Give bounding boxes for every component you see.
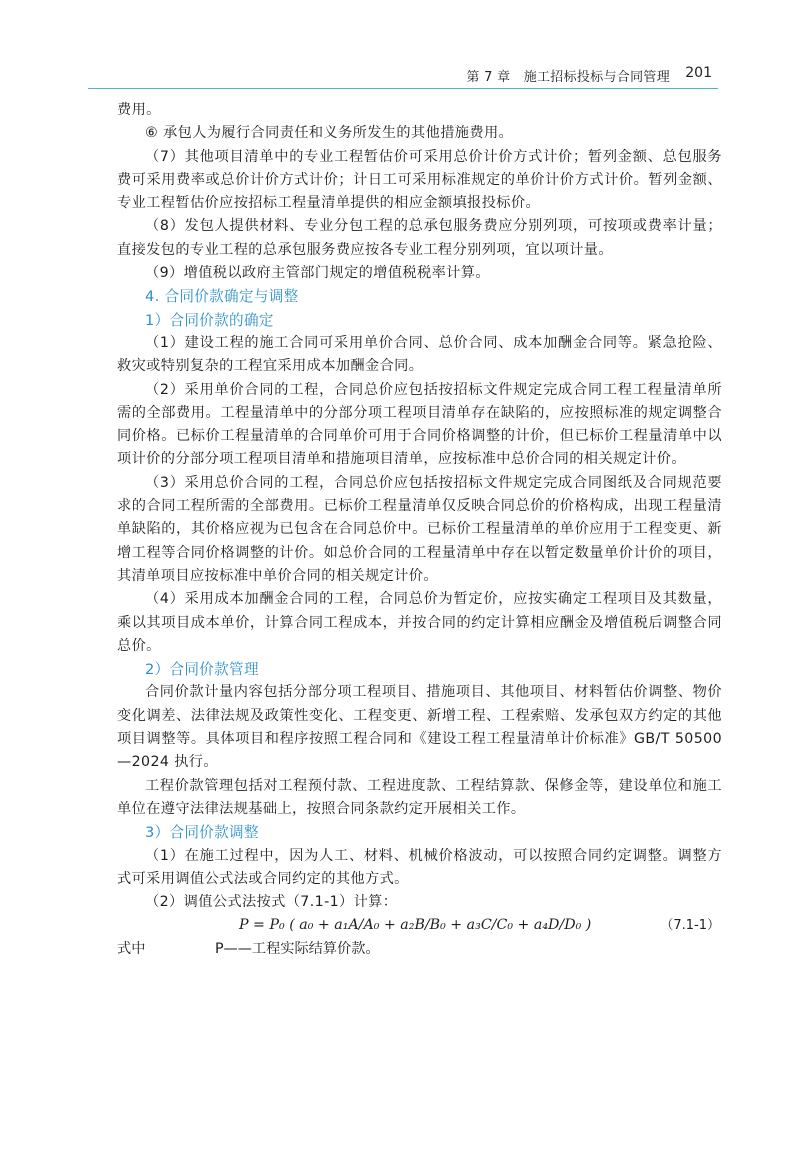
paragraph-contract-type-1: （1）建设工程的施工合同可采用单价合同、总价合同、成本加酬金合同等。紧急抢险、救灾或特别复杂的工程宜采用成本加酬金合同。 <box>117 334 722 375</box>
paragraph-item-7: （7）其他项目清单中的专业工程暂估价可采用总价计价方式计价；暂列金额、总包服务费可采用费率或总价计价方式计价；计日工可采用标准规定的单价计价方式计价。暂列金额、专业工程暂估价应按招标工程量清单提供的相应金额填报投标价。 <box>117 148 722 212</box>
paragraph-contract-type-4: （4）采用成本加酬金合同的工程，合同总价为暂定价，应按实确定工程项目及其数量，乘以其项目成本单价，计算合同工程成本，并按合同的约定计算相应酬金及增值税后调整合同总价。 <box>117 591 722 654</box>
paragraph-continuation: 费用。 <box>117 102 161 118</box>
variable-definition <box>117 938 722 961</box>
subheading-1: 1）合同价款的确定 <box>145 311 274 329</box>
paragraph-item-6: ⑥ 承包人为履行合同责任和义务所发生的其他措施费用。 <box>145 125 514 142</box>
paragraph-price-management-1: 合同价款计量内容包括分部分项工程项目、措施项目、其他项目、材料暂估价调整、物价变化调差、法律法规及政策性变化、工程变更、新增工程、工程索赔、发承包双方约定的其他项目调整等。具体项目和程序按照工程合同和《建设工程工程量清单计价标准》GB/T 50500—2024 执行。 <box>117 684 722 771</box>
header-rule <box>88 88 718 89</box>
page-number: 201 <box>685 65 712 81</box>
running-header <box>88 64 718 86</box>
formula-7-1-1 <box>117 914 722 937</box>
page-body <box>117 99 722 961</box>
paragraph-contract-type-3: （3）采用总价合同的工程，合同总价应包括按招标文件规定完成合同图纸及合同规范要求的合同工程所需的全部费用。已标价工程量清单仅反映合同总价的价格构成，出现工程量清单缺陷的，其价格应视为已包含在合同总价中。已标价工程量清单的单价应用于工程变更、新增工程等合同价格调整的计价。如总价合同的工程量清单中存在以暂定数量单价计价的项目，其清单项目应按标准中单价合同的相关规定计价。 <box>117 474 722 584</box>
paragraph-adjustment-1: （1）在施工过程中，因为人工、材料、机械价格波动，可以按照合同约定调整。调整方式可采用调值公式法或合同约定的其他方式。 <box>117 847 722 887</box>
paragraph-item-8: （8）发包人提供材料、专业分包工程的总承包服务费应分别列项，可按项或费率计量；直接发包的专业工程的总承包服务费应按各专业工程分别列项，宜以项计量。 <box>117 218 722 258</box>
paragraph-adjustment-2: （2）调值公式法按式（7.1-1）计算： <box>145 894 398 911</box>
where-definition: P——工程实际结算价款。 <box>215 940 380 957</box>
paragraph-contract-type-2: （2）采用单价合同的工程，合同总价应包括按招标文件规定完成合同工程工程量清单所需的全部费用。工程量清单中的分部分项工程项目清单存在缺陷的，应按照标准的规定调整合同价格。已标价工程量清单的合同单价可用于合同价格调整的计价，但已标价工程量清单中以项计价的分部分项工程项目清单和措施项目清单，应按标准中总价合同的相关规定计价。 <box>117 381 722 468</box>
chapter-title: 第 7 章 施工招标投标与合同管理 <box>466 70 670 85</box>
subheading-3: 3）合同价款调整 <box>145 824 259 842</box>
where-label: 式中 <box>117 940 146 957</box>
section-heading-4: 4. 合同价款确定与调整 <box>145 288 299 306</box>
paragraph-price-management-2: 工程价款管理包括对工程预付款、工程进度款、工程结算款、保修金等，建设单位和施工单位在遵守法律法规基础上，按照合同条款约定开展相关工作。 <box>117 777 722 817</box>
paragraph-item-9: （9）增值税以政府主管部门规定的增值税税率计算。 <box>145 265 490 282</box>
formula-number: （7.1-1） <box>660 918 720 934</box>
subheading-2: 2）合同价款管理 <box>145 661 259 679</box>
formula-expression: P = P₀ ( a₀ + a₁A/A₀ + a₂B/B₀ + a₃C/C₀ + a₄D/D₀ ) <box>239 917 592 934</box>
